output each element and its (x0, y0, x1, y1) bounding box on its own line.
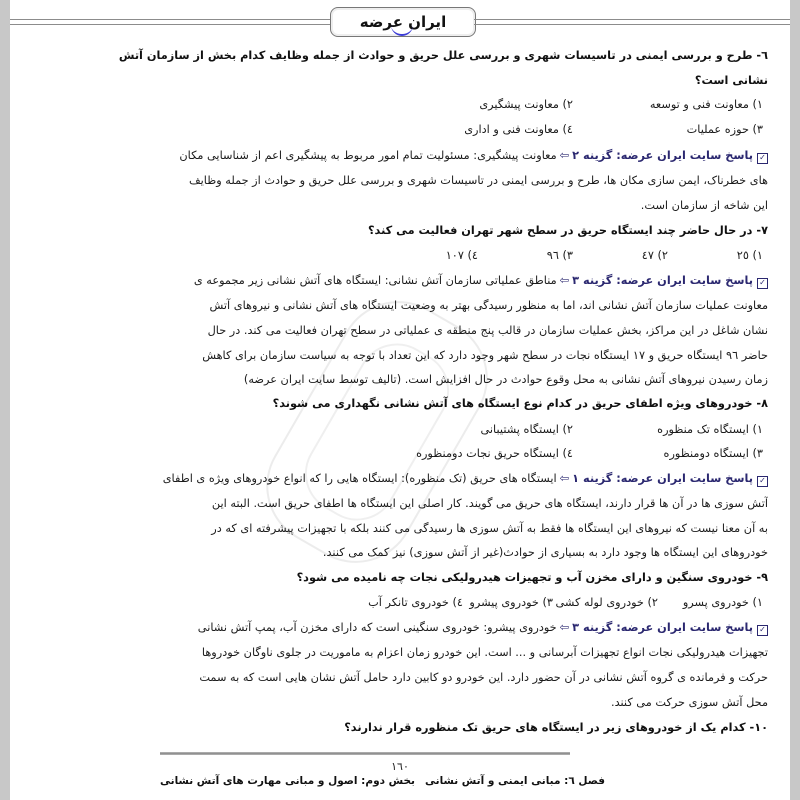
question-6-line-1: ٦- طرح و بررسی ایمنی در تاسیسات شهری و بررسی علل حریق و حوادث از جمله وظایف کدام بخش از سازمان آتش (118, 49, 768, 62)
footer-chapter: فصل ٦: مبانی ایمنی و آتش نشانی (425, 775, 605, 787)
answer-8-line-4: خودروهای این ایستگاه ها وجود دارد به بسیاری از حوادث(غیر از آتش سوزی) نیز کمک می کنند. (322, 546, 768, 559)
option[interactable]: ٢) ٤٧ (641, 249, 668, 262)
header-rule-left (10, 19, 330, 25)
question-8-options-row-1 (34, 420, 768, 440)
site-logo (330, 7, 476, 37)
option[interactable]: ١) معاونت فنی و توسعه (649, 98, 763, 111)
arrow-left-icon: ⇦ (559, 472, 570, 485)
question-6-options-row-1 (34, 95, 768, 115)
option[interactable]: ٤) ١٠٧ (445, 249, 478, 262)
option[interactable]: ٣) حوزه عملیات (686, 123, 763, 136)
question-10-line-1: ١٠- کدام یک از خودروهای زیر در ایستگاه های حریق تک منظوره قرار ندارند؟ (344, 721, 768, 734)
option[interactable]: ١) ایستگاه تک منظوره (657, 423, 763, 436)
answer-7-line-1 (34, 271, 768, 291)
answer-9-line-1 (34, 618, 768, 638)
footer-rule (160, 752, 570, 755)
checkbox-checked-icon: ✓ (757, 153, 768, 164)
answer-8-line-2: آتش سوزی ها در آن ها قرار دارند، ایستگاه های حریق می گویند. کار اصلی این ایستگاه ها اطفای حریق است. البته این (211, 497, 768, 510)
question-8-line-1: ٨- خودروهای ویژه اطفای حریق در کدام نوع ایستگاه های آتش نشانی نگهداری می شوند؟ (272, 397, 768, 410)
footer-section: بخش دوم: اصول و مبانی مهارت های آتش نشانی (160, 775, 416, 787)
logo-text: ایران عرضه (359, 13, 447, 31)
answer-6-line-3: این شاخه از سازمان است. (640, 199, 768, 212)
question-7-line-1: ٧- در حال حاضر چند ایستگاه حریق در سطح شهر تهران فعالیت می کند؟ (367, 224, 768, 237)
option[interactable]: ٣) ایستگاه دومنظوره (663, 447, 763, 460)
answer-text: ایستگاه های حریق (تک منظوره): ایستگاه هایی را که انواع خودروهای ویژه ی اطفای (162, 472, 557, 485)
option[interactable]: ٤) ایستگاه حریق نجات دومنظوره (416, 447, 573, 460)
answer-7-line-2: معاونت عملیات سازمان آتش نشانی اند، اما به منظور رسیدگی بهتر به وضعیت ایستگاه های آتش نشانی و نیروهای آتش (209, 299, 768, 312)
question-9-options (34, 593, 768, 613)
question-7-options (34, 246, 768, 266)
checkbox-checked-icon: ✓ (757, 625, 768, 636)
answer-7-line-4: حاضر ٩٦ ایستگاه حریق و ١٧ ایستگاه نجات در سطح شهر وجود دارد که این تعداد با توجه به سیاست سازمان برای کاهش (202, 349, 768, 362)
answer-text: خودروی پیشرو: خودروی سنگینی است که دارای مخزن آب، پمپ آتش نشانی (197, 621, 557, 634)
document-page (10, 0, 790, 800)
question-6-options-row-2 (34, 120, 768, 140)
answer-label: پاسخ سایت ایران عرضه: گزینه ١ (572, 472, 753, 485)
answer-6-line-1 (34, 146, 768, 166)
answer-label: پاسخ سایت ایران عرضه: گزینه ٣ (572, 274, 753, 287)
option[interactable]: ٤) معاونت فنی و اداری (464, 123, 573, 136)
header-rule-right (474, 19, 790, 25)
answer-9-line-2: تجهیزات هیدرولیکی نجات انواع تجهیزات آبرسانی و ... است. این خودرو زمان اعزام به ماموریت در جلوی ناوگان خودروها (201, 646, 768, 659)
option[interactable]: ١) ٢٥ (736, 249, 763, 262)
arrow-left-icon: ⇦ (559, 149, 570, 162)
answer-6-line-2: های خطرناک، ایمن سازی مکان ها، طرح و بررسی ایمنی در تاسیسات شهری و بررسی علل حریق و حوادث از جمله وظایف (188, 174, 768, 187)
answer-9-line-3: حرکت و فرمانده ی گروه آتش نشانی در آن حضور دارد. این خودرو دو کابین دارد حامل آتش نشان هایی است که به سمت (199, 671, 768, 684)
option[interactable]: ٤) خودروی تانکر آب (368, 596, 463, 609)
question-6-line-2: نشانی است؟ (694, 74, 768, 87)
answer-label: پاسخ سایت ایران عرضه: گزینه ٢ (572, 149, 753, 162)
option[interactable]: ٣) ٩٦ (546, 249, 573, 262)
question-8-options-row-2 (34, 444, 768, 464)
checkbox-checked-icon: ✓ (757, 278, 768, 289)
answer-8-line-1 (34, 469, 768, 489)
answer-8-line-3: به آن معنا نیست که نیروهای این ایستگاه ها فقط به آتش سوزی ها رسیدگی می کنند بلکه با تجهیزات پیشرفته ای که در (211, 522, 768, 535)
question-9-line-1: ٩- خودروی سنگین و دارای مخزن آب و تجهیزات هیدرولیکی نجات چه نامیده می شود؟ (296, 571, 768, 584)
option[interactable]: ٢) معاونت پیشگیری (479, 98, 573, 111)
option[interactable]: ٢) خودروی لوله کشی (555, 596, 658, 609)
answer-text: معاونت پیشگیری: مسئولیت تمام امور مربوط به پیشگیری اعم از شناسایی مکان (179, 149, 557, 162)
logo-swoosh-icon (391, 18, 413, 36)
answer-7-line-3: نشان شاغل در این مراکز، بخش عملیات سازمان در قالب پنج منطقه ی عملیاتی در سطح تهران فعالیت می کند. در حال (207, 324, 768, 337)
checkbox-checked-icon: ✓ (757, 476, 768, 487)
option[interactable]: ٢) ایستگاه پشتیبانی (480, 423, 573, 436)
answer-text: مناطق عملیاتی سازمان آتش نشانی: ایستگاه های آتش نشانی زیر مجموعه ی (193, 274, 557, 287)
option[interactable]: ١) خودروی پسرو (682, 596, 763, 609)
answer-9-line-4: محل آتش سوزی حرکت می کنند. (610, 696, 768, 709)
answer-7-line-5: زمان رسیدن نیروهای آتش نشانی به محل وقوع حوادث در حال افزایش است. (تالیف توسط سایت ایران عرضه) (243, 373, 768, 386)
page-number: ١٦٠ (391, 760, 409, 773)
answer-label: پاسخ سایت ایران عرضه: گزینه ٣ (572, 621, 753, 634)
arrow-left-icon: ⇦ (559, 274, 570, 287)
option[interactable]: ٣) خودروی پیشرو (469, 596, 553, 609)
arrow-left-icon: ⇦ (559, 621, 570, 634)
